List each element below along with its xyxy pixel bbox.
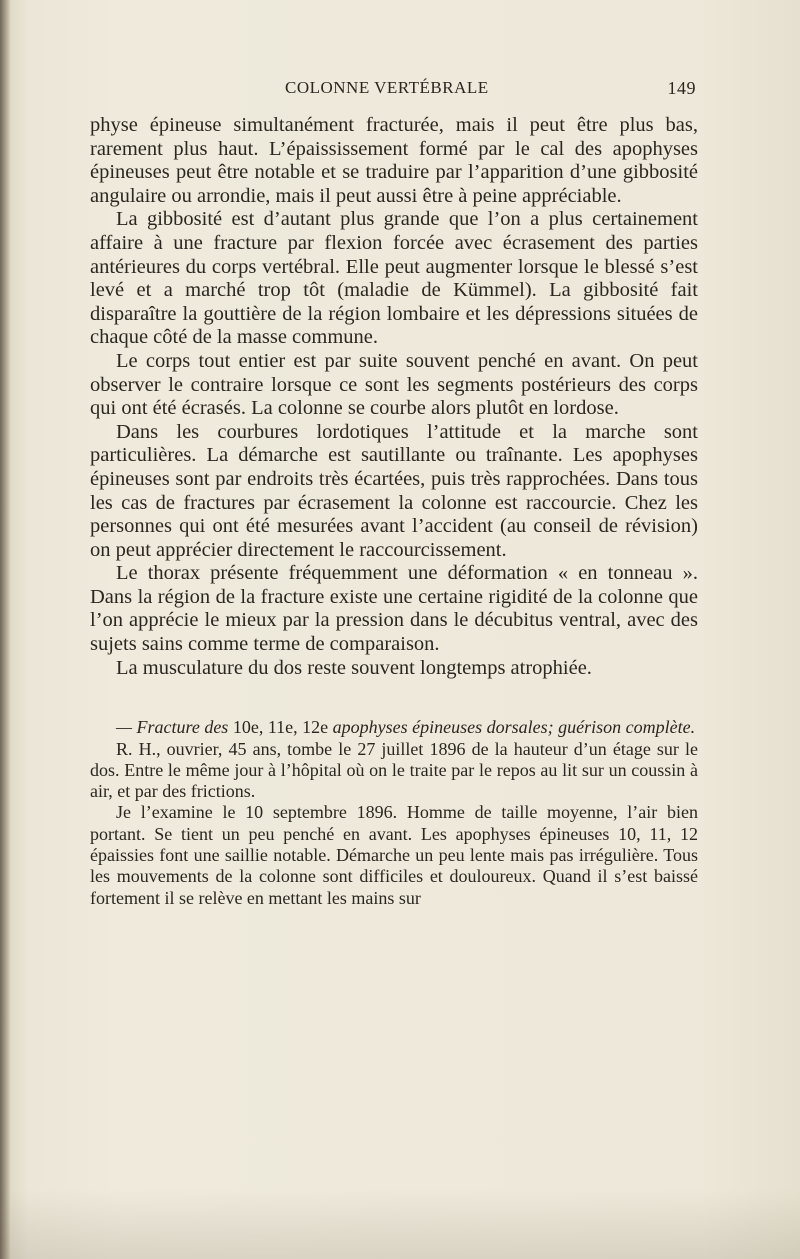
page-spine-shadow bbox=[0, 0, 10, 1259]
page-bottom-shadow bbox=[0, 1189, 800, 1259]
page-header bbox=[90, 76, 696, 106]
page-number: 149 bbox=[667, 78, 696, 98]
case-paragraph: R. H., ouvrier, 45 ans, tombe le 27 juillet 1896 de la hauteur d’un étage sur le dos. Entre le même jour à l’hôpital où on le traite par le repos au lit sur un coussin à air, et par des frictions. bbox=[90, 738, 698, 802]
case-report bbox=[90, 717, 698, 909]
paragraph: La musculature du dos reste souvent longtemps atrophiée. bbox=[116, 656, 592, 679]
case-title bbox=[90, 717, 698, 738]
running-head: COLONNE VERTÉBRALE bbox=[285, 78, 489, 97]
paragraph: Le corps tout entier est par suite souvent penché en avant. On peut observer le contraire lorsque ce sont les segments postérieurs des corps qui ont été écrasés. La colonne se courbe alors plutôt en lordose. bbox=[90, 349, 698, 420]
page-body bbox=[90, 114, 698, 909]
case-title-numbers: 10e, 11e, 12e bbox=[232, 717, 329, 738]
paragraph: Le thorax présente fréquemment une déformation « en tonneau ». Dans la région de la fracture existe une certaine rigidité de la colonne que l’on apprécie le mieux par la pression dans le décubitus ventral, avec des sujets sains comme terme de comparaison. bbox=[90, 562, 698, 656]
case-paragraph: Je l’examine le 10 septembre 1896. Homme de taille moyenne, l’air bien portant. Se tient un peu penché en avant. Les apophyses épineuses 10, 11, 12 épaissies font une saillie notable. Démarche un peu lente mais pas irrégulière. Tous les mouvements de la colonne sont difficiles et douloureux. Quand il s’est baissé fortement il se relève en mettant les mains sur bbox=[90, 802, 698, 908]
paragraph: physe épineuse simultanément fracturée, mais il peut être plus bas, rarement plus haut. L’épaississement formé par le cal des apophyses épineuses peut être notable et se traduire par l’apparition d’une gibbosité angulaire ou arrondie, mais il peut aussi être à peine appréciable. bbox=[90, 114, 698, 207]
paragraph: La gibbosité est d’autant plus grande que l’on a plus certainement affaire à une fracture par flexion forcée avec écrasement des parties antérieures du corps vertébral. Elle peut augmenter lorsque le blessé s’est levé et a marché trop tôt (maladie de Kümmel). La gibbosité fait disparaître la gouttière de la région lombaire et les dépressions situées de chaque côté de la masse commune. bbox=[90, 208, 698, 349]
paragraph: Dans les courbures lordotiques l’attitude et la marche sont particulières. La démarche est sautillante ou traînante. Les apophyses épineuses sont par endroits très écartées, puis très rapprochées. Dans tous les cas de fractures par écrasement la colonne est raccourcie. Chez les personnes qui ont été mesurées avant l’accident (au conseil de révision) on peut apprécier directement le raccourcissement. bbox=[90, 420, 698, 561]
case-title-tail: apophyses épineuses dorsales; guérison complète. bbox=[328, 717, 696, 738]
case-title-lead: — Fracture des bbox=[116, 717, 233, 738]
main-text bbox=[90, 114, 698, 680]
